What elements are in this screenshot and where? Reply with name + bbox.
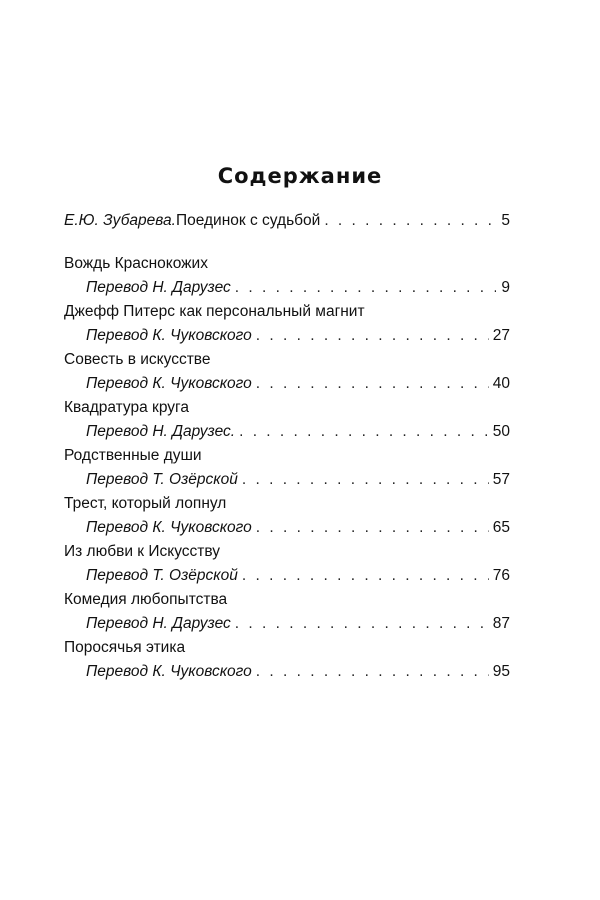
story-title: Совесть в искусстве (64, 351, 211, 368)
translator-credit: Перевод К. Чуковского (86, 663, 252, 680)
story-title: Из любви к Искусству (64, 543, 221, 560)
story-title: Джефф Питерс как персональный магнит (64, 303, 365, 320)
page-number: 65 (492, 519, 510, 536)
story-title: Квадратура круга (64, 399, 189, 416)
toc-entry[interactable] (64, 540, 510, 588)
page-number: 95 (492, 663, 510, 680)
intro-title: Поединок с судьбой (175, 212, 321, 229)
translator-row (64, 276, 510, 300)
translator-row (64, 516, 510, 540)
dot-leader (235, 276, 496, 300)
toc-entry[interactable] (64, 636, 510, 684)
toc-entry[interactable] (64, 252, 510, 300)
intro-author: Е.Ю. Зубарева. (64, 212, 176, 229)
translator-credit: Перевод К. Чуковского (86, 519, 252, 536)
dot-leader (239, 420, 489, 444)
translator-row (64, 324, 510, 348)
translator-row (64, 612, 510, 636)
dot-leader (235, 612, 489, 636)
toc-heading: Содержание (217, 164, 383, 188)
toc-entry[interactable] (64, 396, 510, 444)
translator-credit: Перевод Т. Озёрской (86, 567, 238, 584)
page-number: 27 (492, 327, 510, 344)
toc-entry[interactable] (64, 444, 510, 492)
toc-list (64, 209, 510, 684)
translator-credit: Перевод Т. Озёрской (86, 471, 238, 488)
page-number: 50 (492, 423, 510, 440)
page-number: 40 (492, 375, 510, 392)
story-title: Родственные души (64, 447, 202, 464)
translator-credit: Перевод Н. Дарузес. (86, 423, 236, 440)
dot-leader (256, 324, 489, 348)
story-title: Трест, который лопнул (64, 495, 227, 512)
toc-entry[interactable] (64, 348, 510, 396)
intro-page-number: 5 (501, 212, 510, 229)
dot-leader (256, 516, 489, 540)
translator-credit: Перевод Н. Дарузес (86, 279, 231, 296)
translator-row (64, 660, 510, 684)
toc-intro-row[interactable] (64, 209, 510, 233)
translator-row (64, 420, 510, 444)
dot-leader (242, 468, 489, 492)
dot-leader (256, 660, 489, 684)
translator-row (64, 372, 510, 396)
dot-leader (324, 209, 496, 233)
translator-credit: Перевод Н. Дарузес (86, 615, 231, 632)
translator-row (64, 468, 510, 492)
dot-leader (256, 372, 489, 396)
translator-credit: Перевод К. Чуковского (86, 375, 252, 392)
page-number: 57 (492, 471, 510, 488)
toc-entry[interactable] (64, 300, 510, 348)
dot-leader (242, 564, 489, 588)
page-number: 87 (492, 615, 510, 632)
story-title: Комедия любопытства (64, 591, 228, 608)
toc-entry[interactable] (64, 588, 510, 636)
toc-entry[interactable] (64, 492, 510, 540)
page-number: 76 (492, 567, 510, 584)
story-title: Вождь Краснокожих (64, 255, 208, 272)
translator-row (64, 564, 510, 588)
story-title: Поросячья этика (64, 639, 186, 656)
translator-credit: Перевод К. Чуковского (86, 327, 252, 344)
page-number: 9 (501, 279, 510, 296)
